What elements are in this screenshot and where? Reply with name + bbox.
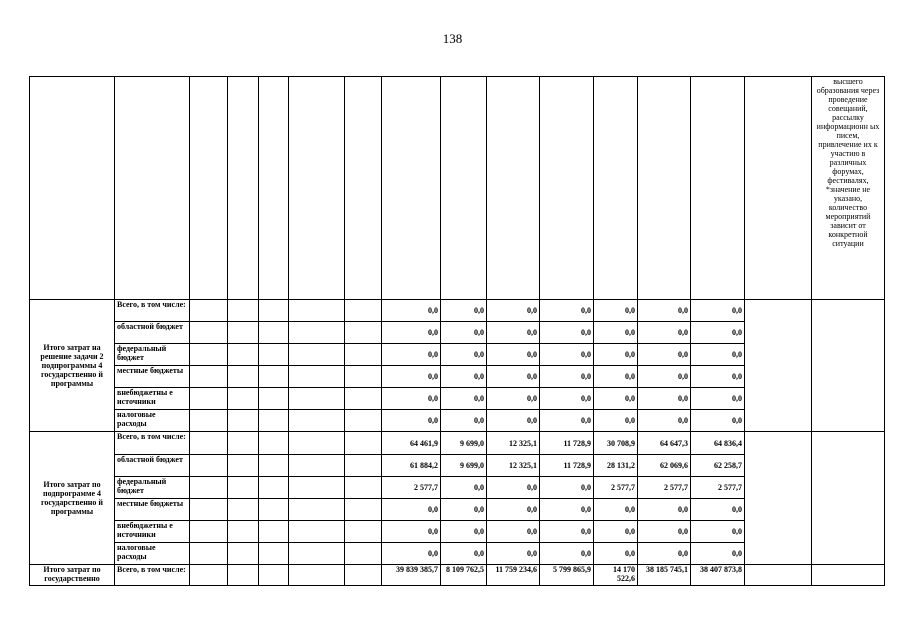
value-cell: 62 258,7 — [691, 455, 745, 477]
value-cell: 0,0 — [594, 543, 638, 565]
value-cell: 0,0 — [382, 388, 441, 410]
value-cell: 38 185 745,1 — [638, 565, 691, 586]
value-cell: 0,0 — [487, 543, 540, 565]
value-cell: 0,0 — [638, 543, 691, 565]
section-title: Итого затрат по государственно — [30, 565, 115, 586]
value-cell: 0,0 — [540, 477, 594, 499]
table-row — [30, 432, 885, 455]
value-cell: 0,0 — [638, 300, 691, 322]
value-cell: 0,0 — [441, 521, 487, 543]
value-cell: 64 461,9 — [382, 432, 441, 455]
value-cell: 0,0 — [487, 521, 540, 543]
value-cell: 0,0 — [382, 410, 441, 432]
value-cell: 0,0 — [441, 477, 487, 499]
value-cell: 0,0 — [487, 344, 540, 366]
row-label: областной бюджет — [115, 455, 190, 477]
value-cell: 0,0 — [594, 499, 638, 521]
row-label: областной бюджет — [115, 322, 190, 344]
table-row — [30, 565, 885, 586]
value-cell: 0,0 — [382, 366, 441, 388]
row-label: местные бюджеты — [115, 499, 190, 521]
value-cell: 0,0 — [638, 322, 691, 344]
value-cell: 28 131,2 — [594, 455, 638, 477]
value-cell: 0,0 — [487, 477, 540, 499]
value-cell: 0,0 — [594, 521, 638, 543]
value-cell: 0,0 — [691, 543, 745, 565]
row-label: налоговые расходы — [115, 410, 190, 432]
value-cell: 0,0 — [540, 388, 594, 410]
value-cell: 12 325,1 — [487, 432, 540, 455]
row-label: налоговые расходы — [115, 543, 190, 565]
value-cell: 12 325,1 — [487, 455, 540, 477]
value-cell: 0,0 — [382, 322, 441, 344]
value-cell: 0,0 — [441, 344, 487, 366]
value-cell: 0,0 — [487, 322, 540, 344]
row-label: Всего, в том числе: — [115, 432, 190, 455]
value-cell: 62 069,6 — [638, 455, 691, 477]
value-cell: 0,0 — [594, 322, 638, 344]
value-cell: 0,0 — [487, 366, 540, 388]
value-cell: 0,0 — [540, 521, 594, 543]
value-cell: 0,0 — [638, 388, 691, 410]
value-cell: 0,0 — [487, 410, 540, 432]
value-cell: 0,0 — [691, 366, 745, 388]
value-cell: 0,0 — [540, 499, 594, 521]
value-cell: 0,0 — [382, 344, 441, 366]
value-cell: 0,0 — [638, 344, 691, 366]
row-label: внебюджетны е источники — [115, 388, 190, 410]
value-cell: 0,0 — [540, 344, 594, 366]
value-cell: 0,0 — [382, 499, 441, 521]
value-cell: 2 577,7 — [382, 477, 441, 499]
table-row — [30, 300, 885, 322]
value-cell: 0,0 — [638, 410, 691, 432]
row-label: внебюджетны е источники — [115, 521, 190, 543]
value-cell: 61 884,2 — [382, 455, 441, 477]
value-cell: 0,0 — [540, 543, 594, 565]
value-cell: 5 799 865,9 — [540, 565, 594, 586]
value-cell: 14 170 522,6 — [594, 565, 638, 586]
value-cell: 0,0 — [487, 300, 540, 322]
value-cell: 0,0 — [441, 543, 487, 565]
value-cell: 2 577,7 — [594, 477, 638, 499]
value-cell: 0,0 — [594, 388, 638, 410]
value-cell: 11 759 234,6 — [487, 565, 540, 586]
note-cell: высшего образования через проведение совещаний, рассылку информационн ых писем, привлечение их к участию в различных форумах, фестивалях, *значение не указано, количество мероприятий зависит от конкретной ситуации — [812, 77, 885, 300]
value-cell: 39 839 385,7 — [382, 565, 441, 586]
value-cell: 64 647,3 — [638, 432, 691, 455]
value-cell: 11 728,9 — [540, 455, 594, 477]
value-cell: 0,0 — [487, 499, 540, 521]
value-cell: 64 836,4 — [691, 432, 745, 455]
value-cell: 30 708,9 — [594, 432, 638, 455]
value-cell: 0,0 — [540, 366, 594, 388]
value-cell: 0,0 — [691, 322, 745, 344]
value-cell: 0,0 — [540, 300, 594, 322]
value-cell: 11 728,9 — [540, 432, 594, 455]
value-cell: 0,0 — [382, 543, 441, 565]
value-cell: 0,0 — [594, 300, 638, 322]
value-cell: 9 699,0 — [441, 432, 487, 455]
row-label: федеральный бюджет — [115, 344, 190, 366]
value-cell: 0,0 — [691, 499, 745, 521]
value-cell: 0,0 — [441, 366, 487, 388]
value-cell: 0,0 — [487, 388, 540, 410]
value-cell: 38 407 873,8 — [691, 565, 745, 586]
value-cell: 0,0 — [382, 521, 441, 543]
value-cell: 2 577,7 — [691, 477, 745, 499]
budget-table — [29, 76, 885, 586]
value-cell: 0,0 — [441, 322, 487, 344]
value-cell: 8 109 762,5 — [441, 565, 487, 586]
value-cell: 0,0 — [441, 388, 487, 410]
row-label: Всего, в том числе: — [115, 565, 190, 586]
value-cell: 0,0 — [638, 521, 691, 543]
row-label: Всего, в том числе: — [115, 300, 190, 322]
value-cell: 0,0 — [594, 366, 638, 388]
value-cell: 0,0 — [594, 344, 638, 366]
value-cell: 0,0 — [638, 499, 691, 521]
value-cell: 0,0 — [540, 322, 594, 344]
top-row — [30, 77, 885, 300]
row-label: федеральный бюджет — [115, 477, 190, 499]
page-number: 138 — [442, 31, 463, 46]
value-cell: 0,0 — [441, 499, 487, 521]
value-cell: 0,0 — [441, 300, 487, 322]
value-cell: 0,0 — [691, 388, 745, 410]
value-cell: 0,0 — [540, 410, 594, 432]
value-cell: 0,0 — [382, 300, 441, 322]
value-cell: 0,0 — [691, 410, 745, 432]
value-cell: 2 577,7 — [638, 477, 691, 499]
value-cell: 0,0 — [691, 521, 745, 543]
value-cell: 0,0 — [691, 344, 745, 366]
value-cell: 9 699,0 — [441, 455, 487, 477]
value-cell: 0,0 — [594, 410, 638, 432]
section-title: Итого затрат на решение задачи 2 подпрограммы 4 государственно й программы — [30, 300, 115, 432]
value-cell: 0,0 — [441, 410, 487, 432]
value-cell: 0,0 — [638, 366, 691, 388]
row-label: местные бюджеты — [115, 366, 190, 388]
value-cell: 0,0 — [691, 300, 745, 322]
section-title: Итого затрат по подпрограмме 4 государственно й программы — [30, 432, 115, 565]
